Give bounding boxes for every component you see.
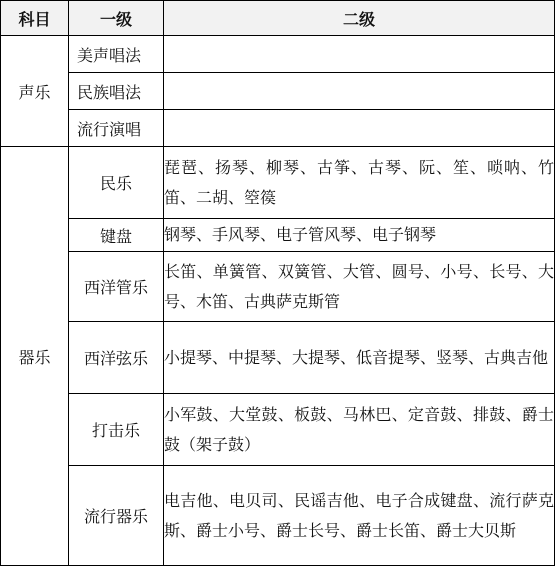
header-level1: 一级 — [69, 1, 164, 36]
level2-cell — [164, 36, 555, 73]
header-row — [1, 1, 555, 36]
subject-vocal: 声乐 — [1, 36, 69, 147]
level1-cell: 西洋管乐 — [69, 252, 164, 322]
level2-cell: 小提琴、中提琴、大提琴、低音提琴、竖琴、古典吉他 — [164, 322, 555, 394]
level2-cell — [164, 110, 555, 147]
table-row — [1, 322, 555, 394]
level2-cell — [164, 73, 555, 110]
level1-cell: 流行器乐 — [69, 466, 164, 566]
level1-cell: 西洋弦乐 — [69, 322, 164, 394]
table-row — [1, 73, 555, 110]
table-row — [1, 252, 555, 322]
subject-instrumental: 器乐 — [1, 147, 69, 566]
level2-cell: 电吉他、电贝司、民谣吉他、电子合成键盘、流行萨克斯、爵士小号、爵士长号、爵士长笛、爵士大贝斯 — [164, 466, 555, 566]
level1-cell: 键盘 — [69, 219, 164, 252]
table-row — [1, 110, 555, 147]
level2-cell: 长笛、单簧管、双簧管、大管、圆号、小号、长号、大号、木笛、古典萨克斯管 — [164, 252, 555, 322]
level1-cell: 流行演唱 — [69, 110, 164, 147]
table-row — [1, 219, 555, 252]
table-row — [1, 36, 555, 73]
header-subject: 科目 — [1, 1, 69, 36]
level2-cell: 琵琶、扬琴、柳琴、古筝、古琴、阮、笙、唢呐、竹笛、二胡、箜篌 — [164, 147, 555, 219]
table-row — [1, 394, 555, 466]
level1-cell: 美声唱法 — [69, 36, 164, 73]
level1-cell: 民族唱法 — [69, 73, 164, 110]
level1-cell: 打击乐 — [69, 394, 164, 466]
level2-cell: 小军鼓、大堂鼓、板鼓、马林巴、定音鼓、排鼓、爵士鼓（架子鼓） — [164, 394, 555, 466]
table-row — [1, 466, 555, 566]
level1-cell: 民乐 — [69, 147, 164, 219]
level2-cell: 钢琴、手风琴、电子管风琴、电子钢琴 — [164, 219, 555, 252]
table-row — [1, 147, 555, 219]
header-level2: 二级 — [164, 1, 555, 36]
